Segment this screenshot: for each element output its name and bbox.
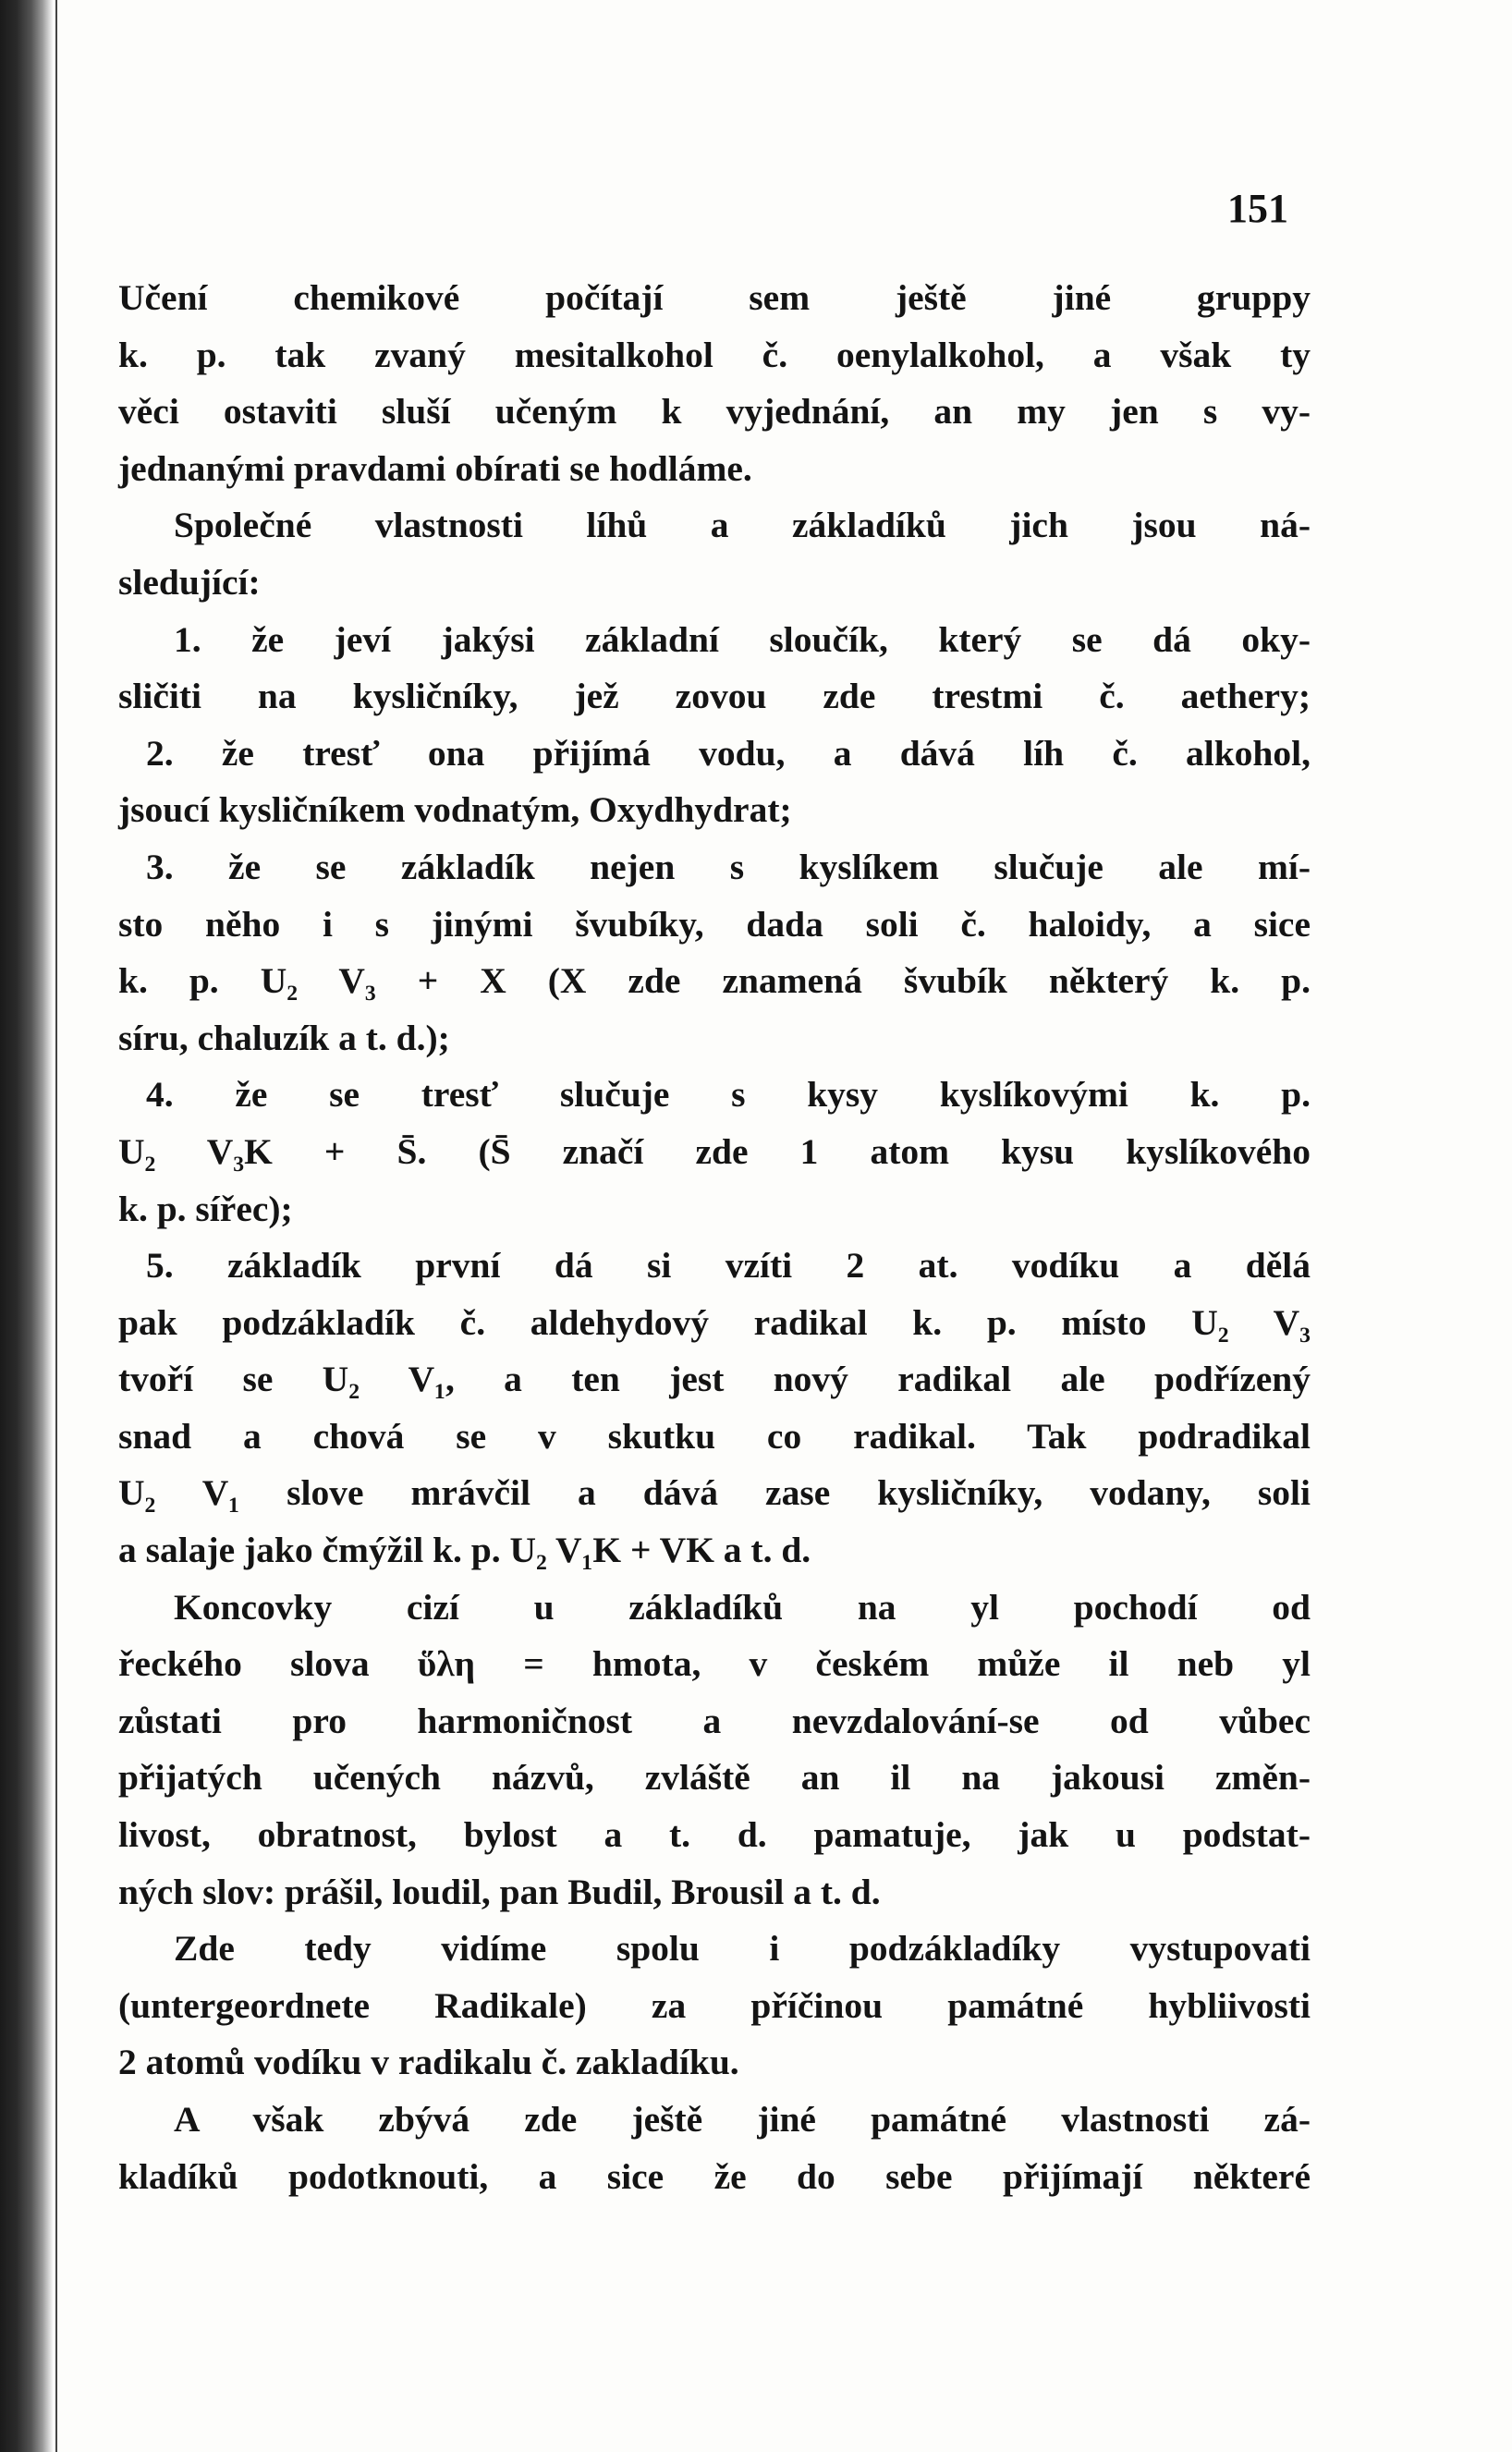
body-text [118,270,1311,2205]
text-line: 1. že jeví jakýsi základní sloučík, který se dá oky- [174,618,1311,660]
text-line: livost, obratnost, bylost a t. d. pamatuje, jak u podstat- [118,1814,1311,1856]
text-line: Zde tedy vidíme spolu i podzákladíky vystupovati [174,1928,1311,1970]
text-line: Koncovky cizí u základíků na yl pochodí od [174,1586,1311,1628]
text-line: Učení chemikové počítají sem ještě jiné gruppy [118,277,1311,318]
text-line: k. p. U₂ V₃ + X (X zde znamená švubík některý k. p. [118,960,1311,1002]
text-line: sličiti na kysličníky, jež zovou zde trestmi č. aethery; [118,676,1311,717]
text-line: U₂ V₁ slove mrávčil a dává zase kysličníky, vodany, soli [118,1472,1311,1514]
text-line: jednanými pravdami obírati se hodláme. [118,447,752,489]
text-line: tvoří se U₂ V₁, a ten jest nový radikal ale podřízený [118,1359,1311,1400]
page-number: 151 [1227,186,1288,231]
text-line: zůstati pro harmoničnost a nevzdalování-se od vůbec [118,1700,1311,1741]
text-line: 2. že tresť ona přijímá vodu, a dává líh č. alkohol, [146,732,1311,774]
text-line: 3. že se základík nejen s kyslíkem slučuje ale mí- [146,846,1311,887]
text-line: 5. základík první dá si vzíti 2 at. vodíku a dělá [146,1245,1311,1287]
text-line: U₂ V₃K + S̄. (S̄ značí zde 1 atom kysu kyslíkového [118,1130,1311,1172]
text-line: Společné vlastnosti líhů a základíků jich jsou ná- [174,505,1311,546]
text-line: k. p. sířec); [118,1188,293,1229]
text-line: ných slov: prášil, loudil, pan Budil, Brousil a t. d. [118,1871,881,1912]
text-line: sto něho i s jinými švubíky, dada soli č. haloidy, a sice [118,903,1311,945]
text-line: přijatých učených názvů, zvláště an il na jakousi změn- [118,1757,1311,1799]
text-line: jsoucí kysličníkem vodnatým, Oxydhydrat; [118,789,792,831]
text-line: síru, chaluzík a t. d.); [118,1017,450,1058]
text-line: a salaje jako čmýžil k. p. U₂ V₁K + VK a t. d. [118,1530,811,1571]
text-line: sledující: [118,561,261,603]
text-line: kladíků podotknouti, a sice že do sebe přijímají některé [118,2155,1311,2197]
text-line: řeckého slova ὕλη = hmota, v českém může il neb yl [118,1643,1311,1685]
text-line: snad a chová se v skutku co radikal. Tak podradikal [118,1415,1311,1457]
scan-binding-edge [0,0,55,2452]
text-line: 2 atomů vodíku v radikalu č. zakladíku. [118,2042,739,2083]
text-line: pak podzákladík č. aldehydový radikal k. p. místo U₂ V₃ [118,1301,1311,1343]
text-line: (untergeordnete Radikale) za příčinou památné hybliivosti [118,1984,1311,2026]
text-line: k. p. tak zvaný mesitalkohol č. oenylalkohol, a však ty [118,334,1311,375]
text-line: 4. že se tresť slučuje s kysy kyslíkovými k. p. [146,1074,1311,1116]
text-line: A však zbývá zde ještě jiné památné vlastnosti zá- [174,2099,1311,2140]
text-line: věci ostaviti sluší učeným k vyjednání, an my jen s vy- [118,391,1311,433]
